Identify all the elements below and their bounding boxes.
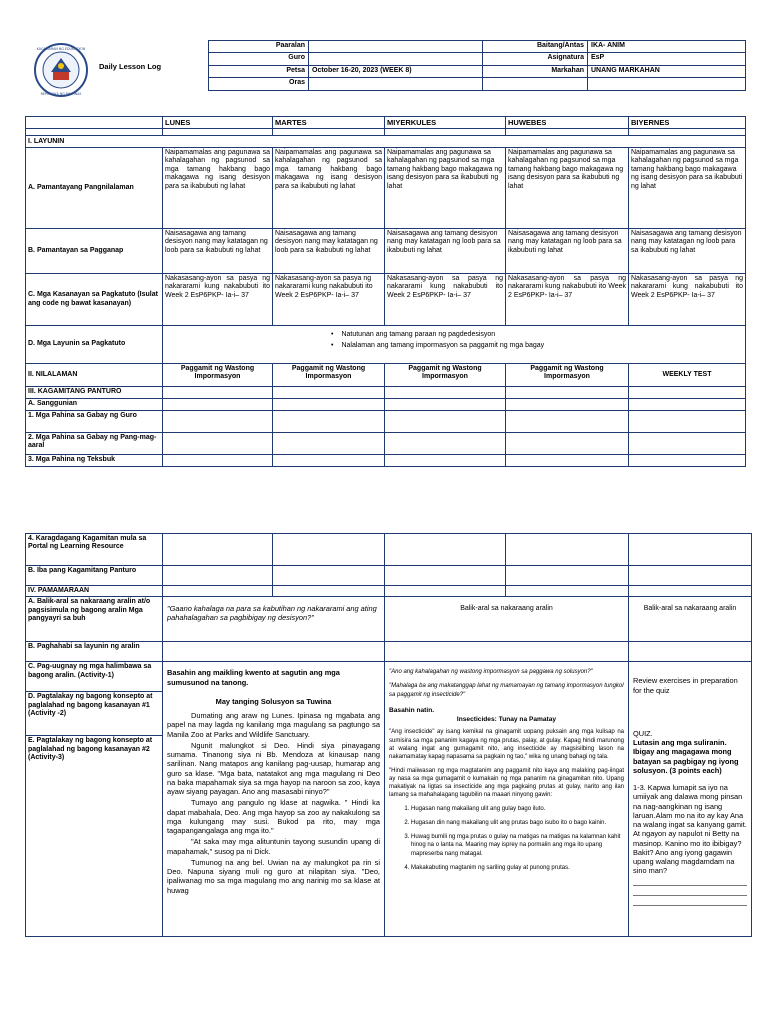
kagamitan-label: III. KAGAMITANG PANTURO [26, 387, 163, 399]
header-table [208, 40, 746, 91]
lesson-table-page2 [25, 533, 752, 937]
section-layunin: I. LAYUNIN [26, 136, 746, 148]
pagtalakay2-label: E. Pagtalakay ng bagong konsepto at paglalahad ng bagong kasanayan #2 (Activity-3) [28, 737, 153, 762]
oras-label: Oras [209, 78, 309, 90]
karagdagang-label: 4. Karagdagang Kagamitan mula sa Portal ng Learning Resource [26, 534, 163, 566]
baitang-label: Baitang/Antas [483, 41, 588, 53]
layunin-cell [163, 326, 746, 364]
story-paragraph: "At saka may mga alituntunin tayong susundin upang di mapahamak," susog pa ni Dick. [167, 837, 380, 856]
day-header: BIYERNES [629, 117, 746, 129]
layunin-aralin-label: B. Paghahabi sa layunin ng aralin [26, 642, 163, 662]
pagugnay-label: C. Pag-uugnay ng mga halimbawa sa bagong aralin. (Activity-1) [26, 662, 162, 692]
step-item: 3. Huwag bumili ng mga prutas o gulay na matigas na matigas na kalamnan kahit hinog na o lanta na. Maaring may isprey na pormalin ang mga ito upang mapreserba nang matagal. [411, 833, 624, 857]
pagganap-label: B. Pamantayan sa Pagganap [26, 229, 163, 274]
insecticide-steps [411, 805, 624, 872]
question-2: "Mahalaga ba ang makatanggap lahat ng mamamayan ng tamang impormasyon tungkol sa paggamit ng insecticide?" [389, 683, 624, 698]
pamantayang-cell: Naipamamalas ang pagunawa sa kahalagahan ng pagsunod sa mga tamang hakbang bago makagawa ng isang desisyon para sa ikabubuti ng lahat [385, 148, 506, 229]
quiz-cell [629, 662, 752, 937]
balik-aral-quote: "Gaano kahalaga na para sa kabutihan ng nakararami ang ating pahahalagahan sa pagbibigay ng desisyon?" [163, 597, 385, 642]
deped-seal [29, 42, 93, 97]
insecticide-paragraph: "Hindi maiiwasan ng mga magtatanim ang paggamit nito kaya ang malaking pag-iingat ay nasa sa mga gumagamit o kumakain ng mga pananim na ginagamitan nito. Upang makatiyak na ligtas sa insecticide ang mga pagkaing prutas at gulay, narito ang ilan lamang sa mahahalagang tagubilin na maaari ninyong gawin: [389, 767, 624, 799]
story-paragraph: Dumating ang araw ng Lunes. Ipinasa ng mgabata ang papel na may lagda ng kanilang mga magulang sa pagtungo sa Manila Zoo at Parks and Wildlife Sanctuary. [167, 711, 380, 739]
insecticide-title: Insecticides: Tunay na Pamatay [456, 715, 557, 723]
pamantayang-cell: Naipamamalas ang pagunawa sa kahalagahan ng pagsunod sa mga tamang hakbang bago makagawa ng isang desisyon para sa ikabubuti ng lahat [273, 148, 385, 229]
gabay-aaral-label: 2. Mga Pahina sa Gabay ng Pang-mag-aaral [26, 433, 163, 455]
insecticide-paragraph: "Ang insecticide" ay isang kemikal na ginagamit uopang puksain ang mga kulisap na sumisira sa mga pananim kagaya ng mga prutas, palay, at gulay. Kapag hindi marunong at walang ingat ang gumagamit nito, ang insecticide ay magsisilbing lason na nakamamatay kapag napasama sa pagkain ng tao," wika ng unang bahagi ng tala. [389, 729, 624, 760]
markahan-label: Markahan [483, 65, 588, 77]
balik-aral-mid: Balik-aral sa nakaraang aralin [385, 597, 629, 642]
markahan-value: UNANG MARKAHAN [588, 65, 746, 77]
review-text: Review exercises in preparation for the quiz [633, 676, 738, 695]
layunin-item: • Nalalaman ang tamang impormasyon sa paggamit ng mga bagay [331, 342, 743, 350]
pamantayang-label: A. Pamantayang Pangnilalaman [26, 148, 163, 229]
nilalaman-cell: Paggamit ng Wastong Impormasyon [506, 364, 629, 387]
pagtalakay1-label: D. Pagtalakay ng bagong konsepto at paglalahad ng bagong kasanayan #1 (Activity -2) [26, 692, 162, 736]
teksbuk-label: 3. Mga Pahina ng Teksbuk [26, 455, 163, 467]
quiz-title: QUIZ. [633, 728, 653, 738]
layunin-item: • Natutunan ang tamang paraan ng pagdedesisyon [331, 331, 743, 339]
kasanayan-cell: Nakasasang-ayon sa pasya ng nakararami kung nakabubuti ito Week 2 EsP6PKP- Ia-i– 37 [273, 274, 385, 326]
procedure-labels [26, 662, 163, 937]
answer-line[interactable] [633, 877, 747, 886]
pagganap-cell: Naisasagawa ang tamang desisyon nang may katatagan ng loob para sa ikabubuti ng lahat [273, 229, 385, 274]
kasanayan-label: C. Mga Kasanayan sa Pagkatuto (Isulat ang code ng bawat kasanayan) [26, 274, 163, 326]
nilalaman-cell: Paggamit ng Wastong Impormasyon [163, 364, 273, 387]
nilalaman-label: II. NILALAMAN [26, 364, 163, 387]
petsa-value: October 16-20, 2023 (WEEK 8) [309, 65, 483, 77]
answer-line[interactable] [633, 897, 747, 906]
pamantayang-cell: Naipamamalas ang pagunawa sa kahalagahan ng pagsunod sa mga tamang hakbang bago makagawa ng isang desisyon para sa ikabubuti ng lahat [506, 148, 629, 229]
gabay-guro-label: 1. Mga Pahina sa Gabay ng Guro [26, 411, 163, 433]
petsa-label: Petsa [209, 65, 309, 77]
day-header: HUWEBES [506, 117, 629, 129]
pagganap-cell: Naisasagawa ang tamang desisyon nang may katatagan ng loob para sa ikabubuti ng lahat [629, 229, 746, 274]
day-header: MIYERKULES [385, 117, 506, 129]
svg-text:KAGAWARAN NG EDUKASYON: KAGAWARAN NG EDUKASYON [36, 47, 86, 51]
asignatura-label: Asignatura [483, 53, 588, 65]
guro-label: Guro [209, 53, 309, 65]
nilalaman-cell: Paggamit ng Wastong Impormasyon [385, 364, 506, 387]
step-item: 2. Hugasan din nang makailang ulit ang prutas bago isubo ito o bago kainin. [411, 819, 624, 827]
nilalaman-cell: Paggamit ng Wastong Impormasyon [273, 364, 385, 387]
story-cell [163, 662, 385, 937]
lesson-table-page1 [25, 116, 746, 467]
asignatura-value: EsP [588, 53, 746, 65]
paaralan-label: Paaralan [209, 41, 309, 53]
day-header: LUNES [163, 117, 273, 129]
kasanayan-cell: Nakasasang-ayon sa pasya ng nakararami kung nakabubuti ito Week 2 EsP6PKP- Ia-i– 37 [629, 274, 746, 326]
story-paragraph: Tumunog na ang bel. Uwian na ay malungkot pa rin si Deo. Napuna siyang muli ng guro at nilapitan siya. "Deo, ipaliwanag mo sa mga magulang mo ang narinig mo sa klase at huwag [167, 857, 380, 895]
pagganap-cell: Naisasagawa ang tamang desisyon nang may katatagan ng loob para sa ikabubuti ng lahat [506, 229, 629, 274]
svg-text:REPUBLIKA NG PILIPINAS: REPUBLIKA NG PILIPINAS [40, 92, 82, 96]
insecticide-cell [385, 662, 629, 937]
quiz-instructions: Lutasin ang mga suliranin. Ibigay ang magagawa mong batayan sa pagbigay ng iyong solusyon. (3 points each) [633, 738, 739, 775]
basahin-label: Basahin natin. [389, 706, 435, 714]
kasanayan-cell: Nakasasang-ayon sa pasya ng nakararami kung nakabubuti ito Week 2 EsP6PKP- Ia-i– 37 [506, 274, 629, 326]
kasanayan-cell: Nakasasang-ayon sa pasya ng nakararami kung nakabubuti ito Week 2 EsP6PKP- Ia-i– 37 [385, 274, 506, 326]
deped-seal-icon [29, 42, 93, 98]
sanggunian-label: A. Sanggunian [26, 399, 163, 411]
page-title: Daily Lesson Log [99, 62, 162, 71]
pagganap-cell: Naisasagawa ang tamang desisyon nang may katatagan ng loob para sa ikabubuti ng lahat [385, 229, 506, 274]
quiz-item: 1-3. Kapwa lumapit sa iyo na umiiyak ang dalawa mong pinsan na nag-aangkinan ng isang laruan.Alam mo na ito ay kay Ana na walang ingat sa kanyang gamit. At ngayon ay napulot ni Betty na masinop. Kanino mo ito ibibigay? Bakit? Ano ang iyong gagawin upang walang magdamdam na sino man? [633, 783, 747, 876]
pamantayang-cell: Naipamamalas ang pagunawa sa kahalagahan ng pagsunod sa mga tamang hakbang bago makagawa ng isang desisyon para sa ikabubuti ng lahat [629, 148, 746, 229]
answer-line[interactable] [633, 887, 747, 896]
header [25, 40, 745, 100]
layunin-label: D. Mga Layunin sa Pagkatuto [26, 326, 163, 364]
baitang-value: IKA- ANIM [588, 41, 746, 53]
iba-pang-label: B. Iba pang Kagamitang Panturo [26, 566, 163, 586]
nilalaman-cell: WEEKLY TEST [629, 364, 746, 387]
story-paragraph: Ngunit malungkot si Deo. Hindi siya pinayagang sumama. Tinanong siya ni Bb. Mendoza at kinausap nang sarilinan. Nang matapos ang kanilang pag-uusap, humarap ang guro sa klase. "Mga bata, natatakot ang mga magulang ni Deo na baka mapahamak siya sa mga hayop na naroon sa zoo, kaya ayaw siyang payagan. Ano ang masasabi ninyo?" [167, 740, 380, 797]
kasanayan-cell: Nakasasang-ayon sa pasya ng nakararami kung nakabubuti ito Week 2 EsP6PKP- Ia-i– 37 [163, 274, 273, 326]
paaralan-value [309, 41, 483, 53]
step-item: 4. Makakabuting magtanim ng sariling gulay at punong prutas. [411, 864, 624, 872]
step-item: 1. Hugasan nang makailang ulit ang gulay bago iluto. [411, 805, 624, 813]
pagganap-cell: Naisasagawa ang tamang desisyon nang may katatagan ng loob para sa ikabubuti ng lahat [163, 229, 273, 274]
story-instruction: Basahin ang maikling kwento at sagutin ang mga sumusunod na tanong. [167, 668, 340, 687]
balik-aral-label: A. Balik-aral sa nakaraang aralin at/o pagsisimula ng bagong aralin Mga pangyayri sa buh [26, 597, 163, 642]
story-title: May tanging Solusyon sa Tuwina [215, 696, 332, 706]
balik-aral-fri: Balik-aral sa nakaraang aralin [629, 597, 752, 642]
story-paragraph: Tumayo ang pangulo ng klase at nagwika. " Hindi ka dapat mabahala, Deo. Ang mga hayop sa zoo ay nakakulong sa mga kulungang may susi. Bukod pa rito, may mga tagapangangalaga ang mga ito." [167, 798, 380, 836]
question-1: "Ano ang kahalagahan ng wastong impormasyon sa paggawa ng solusyon?" [389, 669, 593, 676]
day-header: MARTES [273, 117, 385, 129]
guro-value [309, 53, 483, 65]
pamantayang-cell: Naipamamalas ang pagunawa sa kahalagahan ng pagsunod sa mga tamang hakbang bago makagawa ng isang desisyon para sa ikabubuti ng lahat [163, 148, 273, 229]
pamamaraan-label: IV. PAMAMARAAN [26, 586, 163, 597]
oras-value [309, 78, 483, 90]
